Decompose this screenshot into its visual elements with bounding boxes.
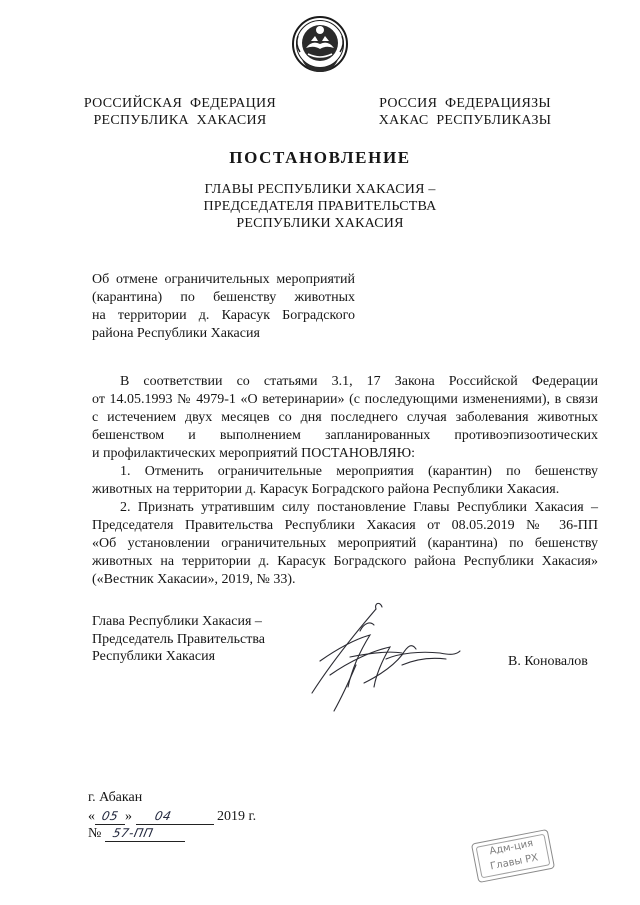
body-line: 2. Признать утратившим силу постановление Главы Республики Хакасия – (120, 500, 598, 515)
body-line: животных на территории д. Карасук Боградского района Республики Хакасия» (92, 554, 598, 569)
document-title: ПОСТАНОВЛЕНИЕ (229, 148, 411, 167)
header-right-line-1: РОССИЯ ФЕДЕРАЦИЯЗЫ (379, 96, 551, 111)
body-line: бешенством и выполнением запланированных противоэпизоотических (92, 428, 598, 443)
coat-of-arms-icon (290, 14, 350, 76)
signatory-position-line: Республики Хакасия (92, 649, 216, 664)
date-month-field (136, 808, 214, 825)
number-field (105, 825, 185, 842)
subtitle-line-3: РЕСПУБЛИКИ ХАКАСИЯ (236, 216, 404, 231)
date-quote-open: « (88, 809, 95, 824)
date-day-field (95, 808, 125, 825)
body-line: («Вестник Хакасии», 2019, № 33). (92, 572, 296, 587)
subject-line: (карантина) по бешенству животных (92, 290, 355, 305)
date-year: 2019 г. (217, 809, 257, 824)
body-line: от 14.05.1993 № 4979-1 «О ветеринарии» (с последующими изменениями), в связи (92, 392, 598, 407)
subject-line: района Республики Хакасия (92, 326, 260, 341)
signature (290, 595, 470, 717)
date-quote-close: » (125, 809, 132, 824)
date-line (88, 808, 256, 826)
signatory-name: В. Коновалов (508, 654, 588, 669)
signatory-position-line: Глава Республики Хакасия – (92, 614, 262, 629)
stamp-line: Главы РХ (489, 852, 540, 873)
subject-line: на территории д. Карасук Боградского (92, 308, 355, 323)
header-right-line-2: ХАКАС РЕСПУБЛИКАЗЫ (378, 113, 552, 128)
place: г. Абакан (88, 790, 143, 805)
number-line (88, 825, 185, 843)
subject-line: Об отмене ограничительных мероприятий (92, 272, 355, 287)
body-line: «Об установлении ограничительных мероприятий (карантина) по бешенству (92, 536, 598, 551)
stamp-inner-border (476, 834, 551, 879)
header-left-line-1: РОССИЙСКАЯ ФЕДЕРАЦИЯ (83, 96, 277, 111)
date-month: 04 (153, 809, 174, 823)
subtitle-line-1: ГЛАВЫ РЕСПУБЛИКИ ХАКАСИЯ – (204, 182, 436, 197)
document-number: 57-ПП (111, 826, 155, 840)
number-sign: № (88, 826, 102, 841)
body-line: Председателя Правительства Республики Хакасия от 08.05.2019 № 36-ПП (92, 518, 598, 533)
subtitle-line-2: ПРЕДСЕДАТЕЛЯ ПРАВИТЕЛЬСТВА (203, 199, 437, 214)
stamp-line: Адм-ция (488, 838, 535, 858)
body-line: 1. Отменить ограничительные мероприятия (карантин) по бешенству (120, 464, 598, 479)
date-day: 05 (100, 809, 120, 823)
header-left-line-2: РЕСПУБЛИКА ХАКАСИЯ (93, 113, 267, 128)
body-line: животных на территории д. Карасук Боградского района Республики Хакасия. (92, 482, 560, 497)
signatory-position-line: Председатель Правительства (92, 632, 265, 647)
body-line: В соответствии со статьями 3.1, 17 Закона Российской Федерации (120, 374, 598, 389)
office-stamp (471, 829, 555, 883)
body-line: и профилактических мероприятий ПОСТАНОВЛЯЮ: (92, 446, 416, 461)
body-line: с истечением двух месяцев со дня последнего случая заболевания животных (92, 410, 598, 425)
